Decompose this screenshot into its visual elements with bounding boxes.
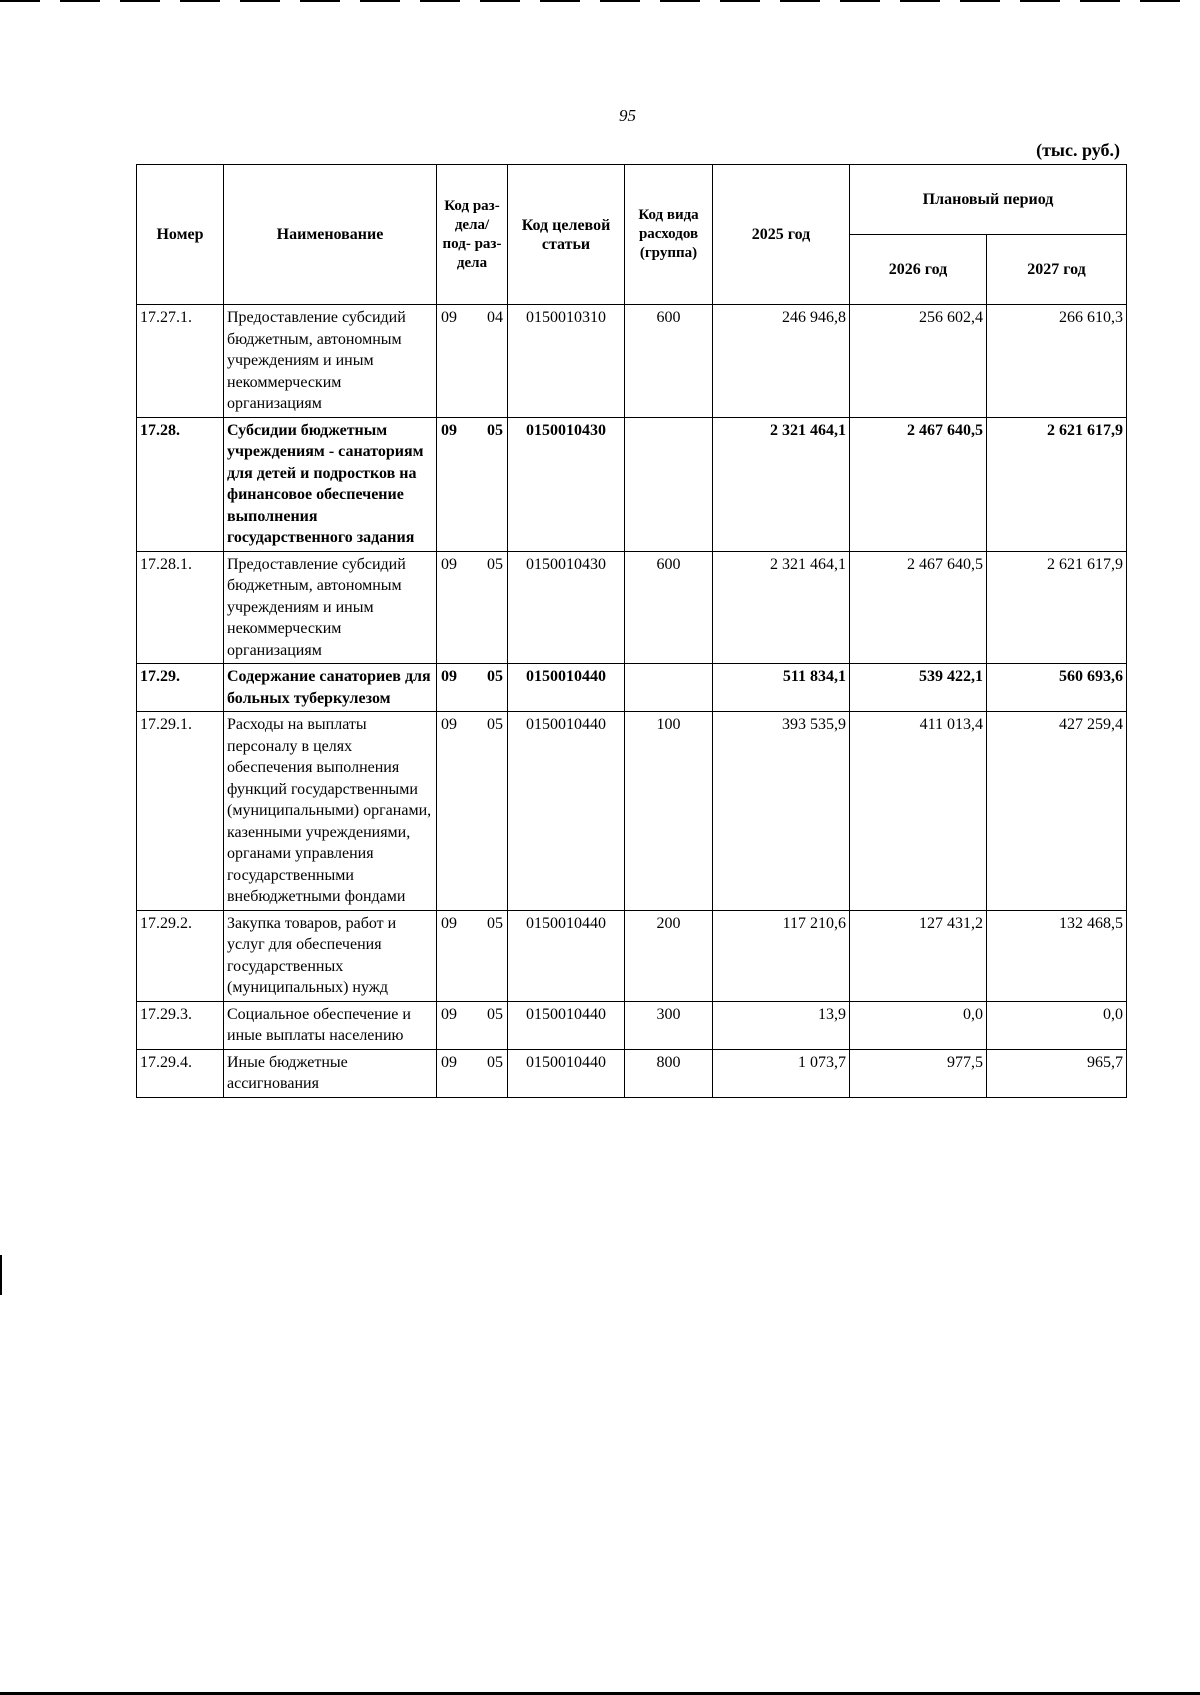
row-target-code: 0150010440 (508, 910, 625, 1001)
header-2026: 2026 год (850, 235, 987, 305)
row-2026: 977,5 (850, 1049, 987, 1097)
row-2025: 246 946,8 (713, 305, 850, 418)
row-target-code: 0150010430 (508, 417, 625, 551)
row-2025: 1 073,7 (713, 1049, 850, 1097)
header-name: Наименование (224, 165, 437, 305)
budget-table (136, 164, 1127, 1098)
header-section-code: Код раз- дела/ под- раз- дела (437, 165, 508, 305)
row-section-code: 09 05 (437, 417, 508, 551)
scan-top-edge (0, 0, 1200, 2)
units-label: (тыс. руб.) (1036, 140, 1120, 160)
row-number: 17.29.2. (137, 910, 224, 1001)
row-section-code: 09 05 (437, 551, 508, 664)
row-2027: 132 468,5 (987, 910, 1127, 1001)
header-2027: 2027 год (987, 235, 1127, 305)
row-target-code: 0150010310 (508, 305, 625, 418)
row-expense-group (625, 417, 713, 551)
row-target-code: 0150010440 (508, 664, 625, 712)
row-2027: 0,0 (987, 1001, 1127, 1049)
table-row (137, 712, 1127, 911)
row-name: Содержание санаториев для больных туберкулезом (224, 664, 437, 712)
table-row (137, 305, 1127, 418)
row-2025: 2 321 464,1 (713, 417, 850, 551)
row-2026: 0,0 (850, 1001, 987, 1049)
row-2027: 2 621 617,9 (987, 551, 1127, 664)
row-section-code: 09 05 (437, 910, 508, 1001)
row-2027: 427 259,4 (987, 712, 1127, 911)
row-section-code: 09 05 (437, 712, 508, 911)
row-2026: 539 422,1 (850, 664, 987, 712)
row-expense-group: 600 (625, 305, 713, 418)
row-2025: 2 321 464,1 (713, 551, 850, 664)
row-target-code: 0150010430 (508, 551, 625, 664)
row-2025: 511 834,1 (713, 664, 850, 712)
row-2025: 117 210,6 (713, 910, 850, 1001)
row-expense-group: 800 (625, 1049, 713, 1097)
row-2027: 2 621 617,9 (987, 417, 1127, 551)
row-2026: 2 467 640,5 (850, 417, 987, 551)
header-2025: 2025 год (713, 165, 850, 305)
row-target-code: 0150010440 (508, 1001, 625, 1049)
page-number: 95 (619, 106, 636, 125)
row-section-code: 09 04 (437, 305, 508, 418)
row-number: 17.29.3. (137, 1001, 224, 1049)
row-2026: 127 431,2 (850, 910, 987, 1001)
row-name: Закупка товаров, работ и услуг для обеспечения государственных (муниципальных) нужд (224, 910, 437, 1001)
row-name: Субсидии бюджетным учреждениям - санаториям для детей и подростков на финансовое обеспечение выполнения государственного задания (224, 417, 437, 551)
row-number: 17.28. (137, 417, 224, 551)
row-2025: 393 535,9 (713, 712, 850, 911)
header-planning-period: Плановый период (850, 165, 1127, 235)
row-number: 17.27.1. (137, 305, 224, 418)
header-target-code: Код целевой статьи (508, 165, 625, 305)
table-row (137, 910, 1127, 1001)
row-2026: 411 013,4 (850, 712, 987, 911)
row-expense-group: 100 (625, 712, 713, 911)
row-target-code: 0150010440 (508, 712, 625, 911)
row-2027: 266 610,3 (987, 305, 1127, 418)
header-number: Номер (137, 165, 224, 305)
row-expense-group: 300 (625, 1001, 713, 1049)
row-name: Расходы на выплаты персоналу в целях обеспечения выполнения функций государственными (муниципальными) органами, казенными учреждениями, органами управления государственными внебюджетными фондами (224, 712, 437, 911)
row-expense-group (625, 664, 713, 712)
row-2026: 2 467 640,5 (850, 551, 987, 664)
row-section-code: 09 05 (437, 1001, 508, 1049)
table-row (137, 551, 1127, 664)
row-expense-group: 200 (625, 910, 713, 1001)
row-expense-group: 600 (625, 551, 713, 664)
row-name: Предоставление субсидий бюджетным, автономным учреждениям и иным некоммерческим организациям (224, 305, 437, 418)
row-name: Предоставление субсидий бюджетным, автономным учреждениям и иным некоммерческим организациям (224, 551, 437, 664)
row-number: 17.29.4. (137, 1049, 224, 1097)
table-row (137, 664, 1127, 712)
header-expense-code: Код вида расходов (группа) (625, 165, 713, 305)
row-number: 17.29. (137, 664, 224, 712)
row-number: 17.29.1. (137, 712, 224, 911)
row-2027: 965,7 (987, 1049, 1127, 1097)
row-section-code: 09 05 (437, 1049, 508, 1097)
row-number: 17.28.1. (137, 551, 224, 664)
row-2027: 560 693,6 (987, 664, 1127, 712)
row-name: Социальное обеспечение и иные выплаты населению (224, 1001, 437, 1049)
row-name: Иные бюджетные ассигнования (224, 1049, 437, 1097)
row-2026: 256 602,4 (850, 305, 987, 418)
row-section-code: 09 05 (437, 664, 508, 712)
scan-left-mark (0, 1255, 2, 1295)
row-2025: 13,9 (713, 1001, 850, 1049)
table-row (137, 417, 1127, 551)
row-target-code: 0150010440 (508, 1049, 625, 1097)
table-row (137, 1001, 1127, 1049)
table-row (137, 1049, 1127, 1097)
